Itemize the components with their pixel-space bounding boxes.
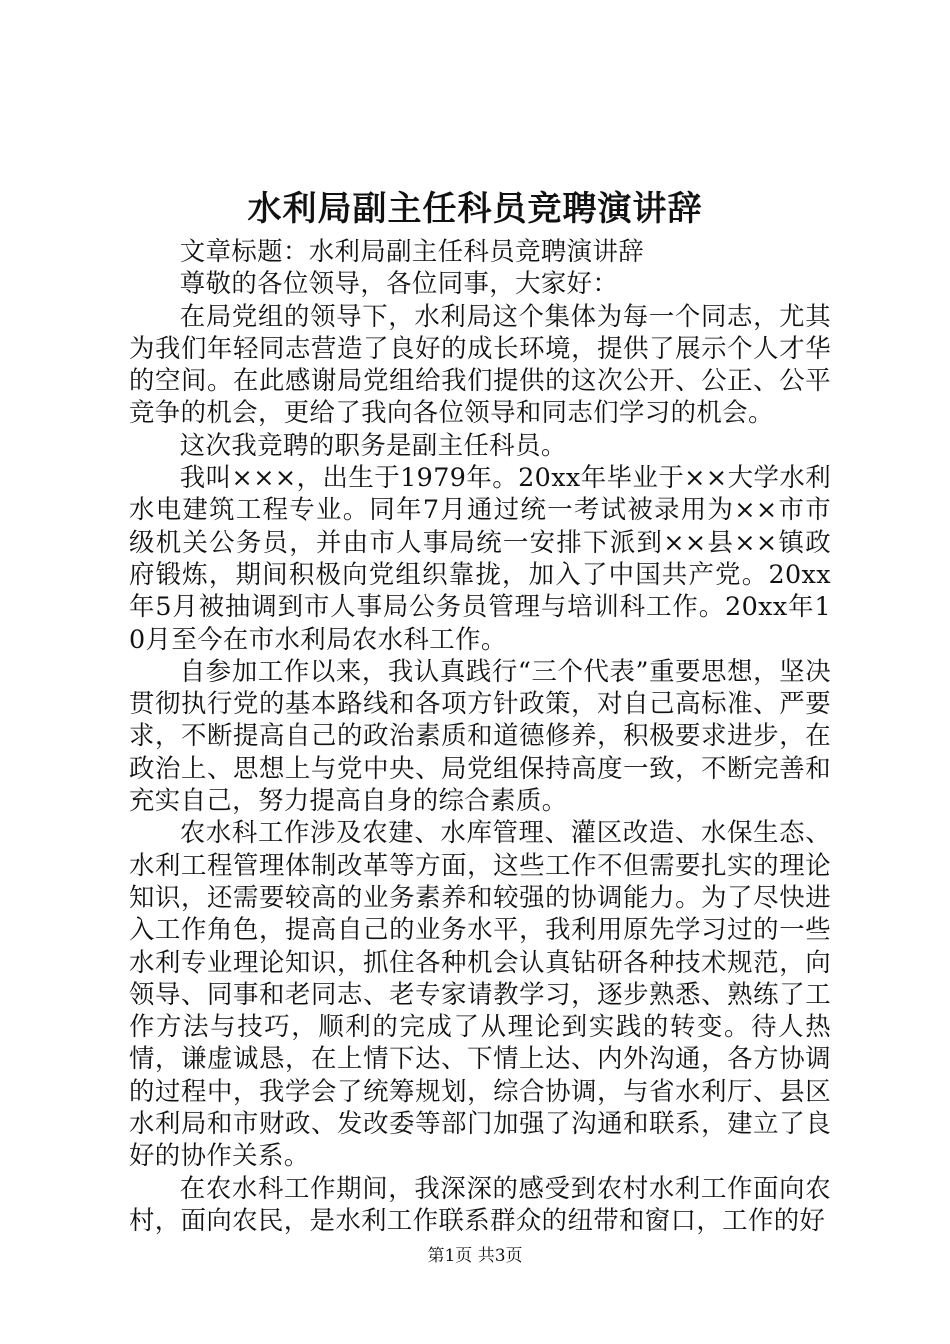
paragraph-experience: 在农水科工作期间，我深深的感受到农村水利工作面向农村，面向农民，是水利工作联系群众的纽带和窗口，工作的好 — [129, 1172, 831, 1235]
paragraph-greeting: 尊敬的各位领导，各位同事，大家好： — [179, 268, 619, 299]
page-number-footer: 第1页 共3页 — [427, 1246, 523, 1266]
paragraph-work-scope: 农水科工作涉及农建、水库管理、灌区改造、水保生态、水利工程管理体制改革等方面，这些工作不但需要扎实的理论知识，还需要较高的业务素养和较强的协调能力。为了尽快进入工作角色，提高自己的业务水平，我利用原先学习过的一些水利专业理论知识，抓住各种机会认真钻研各种技术规范，向领导、同事和老同志、老专家请教学习，逐步熟悉、熟练了工作方法与技巧，顺利的完成了从理论到实践的转变。待人热情，谦虚诚恳，在上情下达、下情上达、内外沟通，各方协调的过程中，我学会了统筹规划，综合协调，与省水利厅、县区水利局和市财政、发改委等部门加强了沟通和联系，建立了良好的协作关系。 — [129, 817, 831, 1171]
paragraph-article-title: 文章标题：水利局副主任科员竞聘演讲辞 — [179, 236, 645, 266]
paragraph-background: 我叫×××，出生于1979年。20xx年毕业于××大学水利水电建筑工程专业。同年7月通过统一考试被录用为××市市级机关公务员，并由市人事局统一安排下派到××县××镇政府锻炼，期间积极向党组织靠拢，加入了中国共产党。20xx年5月被抽调到市人事局公务员管理与培训科工作。20xx年10月至今在市水利局农水科工作。 — [129, 462, 831, 654]
paragraph-position: 这次我竞聘的职务是副主任科员。 — [179, 429, 567, 460]
document-body — [129, 235, 831, 1236]
paragraph-intro: 在局党组的领导下，水利局这个集体为每一个同志，尤其为我们年轻同志营造了良好的成长环境，提供了展示个人才华的空间。在此感谢局党组给我们提供的这次公开、公正、公平竞争的机会，更给了我向各位领导和同志们学习的机会。 — [129, 300, 831, 428]
document-title: 水利局副主任科员竞聘演讲辞 — [247, 189, 703, 229]
paragraph-work-attitude: 自参加工作以来，我认真践行“三个代表”重要思想，坚决贯彻执行党的基本路线和各项方针政策，对自己高标准、严要求，不断提高自己的政治素质和道德修养，积极要求进步，在政治上、思想上与党中央、局党组保持高度一致，不断完善和充实自己，努力提高自身的综合素质。 — [129, 655, 831, 816]
